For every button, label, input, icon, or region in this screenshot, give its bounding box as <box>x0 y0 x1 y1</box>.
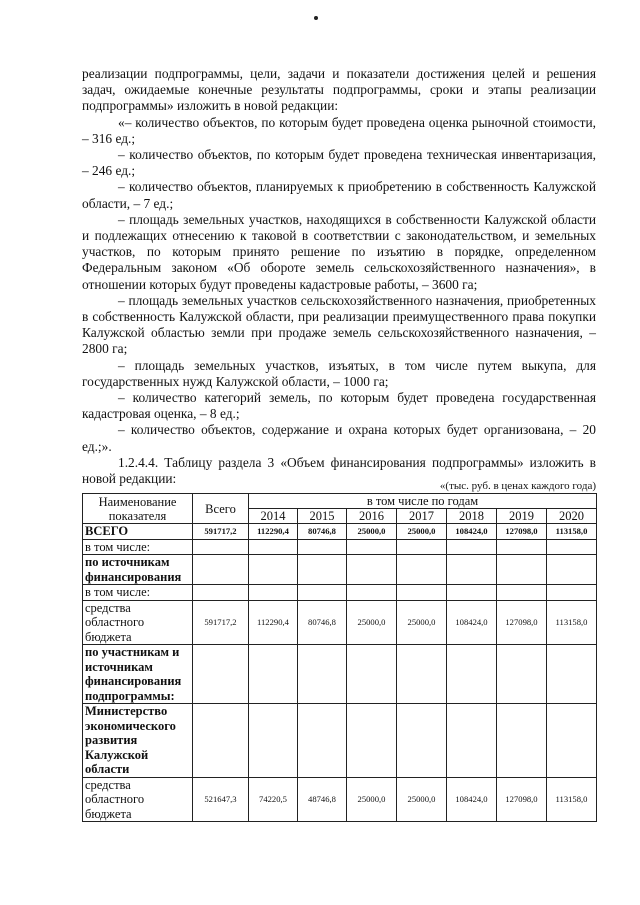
row-value <box>397 555 447 585</box>
row-name: Министерство экономического развития Калужской области <box>83 704 193 778</box>
row-value: 80746,8 <box>298 524 347 540</box>
row-value: 112290,4 <box>249 600 298 645</box>
row-name: средства областного бюджета <box>83 777 193 822</box>
header-total: Всего <box>193 494 249 524</box>
row-value: 112290,4 <box>249 524 298 540</box>
header-year: 2016 <box>347 509 397 524</box>
header-years-group: в том числе по годам <box>249 494 597 509</box>
row-value <box>547 555 597 585</box>
table-row <box>83 777 597 822</box>
header-name: Наименование показателя <box>83 494 193 524</box>
row-total: 521647,3 <box>193 777 249 822</box>
row-value <box>249 555 298 585</box>
paragraph-item: – площадь земельных участков сельскохозяйственного назначения, приобретенных в собственность Калужской области, при реализации преимущественного права покупки Калужской областью земли при продаже земель сельскохозяйственного назначения, – 2800 га; <box>82 292 596 357</box>
row-name: по источникам финансирования <box>83 555 193 585</box>
row-value: 108424,0 <box>447 524 497 540</box>
row-value <box>497 704 547 778</box>
row-value <box>298 645 347 704</box>
page-mark-dot <box>314 16 318 20</box>
row-total <box>193 539 249 555</box>
row-value: 25000,0 <box>397 777 447 822</box>
header-year: 2017 <box>397 509 447 524</box>
row-value <box>347 539 397 555</box>
table-row <box>83 645 597 704</box>
header-year: 2014 <box>249 509 298 524</box>
row-value: 25000,0 <box>347 600 397 645</box>
row-total <box>193 645 249 704</box>
table-row <box>83 555 597 585</box>
table-row <box>83 704 597 778</box>
row-value <box>447 585 497 601</box>
table-row <box>83 600 597 645</box>
paragraph-intro: реализации подпрограммы, цели, задачи и показатели достижения целей и решения задач, ожидаемые конечные результаты подпрограммы, сроки и этапы реализации подпрограммы» изложить в новой редакции: <box>82 66 596 114</box>
row-value: 25000,0 <box>397 600 447 645</box>
row-value <box>447 704 497 778</box>
row-total: 591717,2 <box>193 600 249 645</box>
row-value <box>298 555 347 585</box>
row-value <box>249 645 298 704</box>
paragraph-item: – количество объектов, содержание и охрана которых будет организована, – 20 ед.;». <box>82 422 596 454</box>
table-row-total <box>83 524 597 540</box>
units-note: «(тыс. руб. в ценах каждого года) <box>439 480 596 492</box>
financing-table <box>82 493 597 822</box>
row-value <box>397 704 447 778</box>
row-value <box>497 585 547 601</box>
row-value: 48746,8 <box>298 777 347 822</box>
row-value: 127098,0 <box>497 524 547 540</box>
document-body <box>82 66 596 487</box>
paragraph-item: – площадь земельных участков, изъятых, в том числе путем выкупа, для государственных нужд Калужской области, – 1000 га; <box>82 357 596 389</box>
row-value <box>497 645 547 704</box>
row-value: 108424,0 <box>447 600 497 645</box>
table-row <box>83 585 597 601</box>
row-value: 127098,0 <box>497 600 547 645</box>
row-value: 113158,0 <box>547 600 597 645</box>
row-value <box>249 704 298 778</box>
row-value <box>447 645 497 704</box>
paragraph-item: – количество объектов, по которым будет проведена техническая инвентаризация, – 246 ед.; <box>82 147 596 179</box>
row-value <box>447 539 497 555</box>
row-value <box>547 585 597 601</box>
row-value: 25000,0 <box>347 777 397 822</box>
row-name: по участникам и источникам финансирования подпрограммы: <box>83 645 193 704</box>
row-value <box>347 585 397 601</box>
row-value: 74220,5 <box>249 777 298 822</box>
header-year: 2015 <box>298 509 347 524</box>
row-value <box>547 704 597 778</box>
row-name: в том числе: <box>83 585 193 601</box>
row-value: 25000,0 <box>397 524 447 540</box>
row-total: 591717,2 <box>193 524 249 540</box>
row-value <box>347 704 397 778</box>
row-total <box>193 585 249 601</box>
row-value <box>497 539 547 555</box>
row-total <box>193 704 249 778</box>
paragraph-item: – площадь земельных участков, находящихся в собственности Калужской области и подлежащих отнесению к таковой в соответствии с законодательством, и земельных участков, по которым принято решение по изъятию в порядке, определенном Федеральным законом «Об обороте земель сельскохозяйственного назначения», в отношении которых будут проведены кадастровые работы, – 3600 га; <box>82 211 596 292</box>
row-value: 127098,0 <box>497 777 547 822</box>
row-value <box>397 539 447 555</box>
row-value <box>298 539 347 555</box>
row-value <box>547 539 597 555</box>
header-year: 2019 <box>497 509 547 524</box>
row-value <box>249 539 298 555</box>
row-value <box>447 555 497 585</box>
row-value <box>347 645 397 704</box>
row-value: 113158,0 <box>547 524 597 540</box>
row-value <box>347 555 397 585</box>
row-value <box>298 704 347 778</box>
row-value: 113158,0 <box>547 777 597 822</box>
row-value: 108424,0 <box>447 777 497 822</box>
row-total <box>193 555 249 585</box>
header-year: 2020 <box>547 509 597 524</box>
row-name: в том числе: <box>83 539 193 555</box>
row-value: 25000,0 <box>347 524 397 540</box>
row-value <box>397 645 447 704</box>
row-name: ВСЕГО <box>83 524 193 540</box>
row-value: 80746,8 <box>298 600 347 645</box>
row-name: средства областного бюджета <box>83 600 193 645</box>
row-value <box>298 585 347 601</box>
table-row <box>83 539 597 555</box>
paragraph-item: «– количество объектов, по которым будет проведена оценка рыночной стоимости, – 316 ед.; <box>82 114 596 146</box>
row-value <box>547 645 597 704</box>
row-value <box>249 585 298 601</box>
paragraph-table-intro: 1.2.4.4. Таблицу раздела 3 «Объем финансирования подпрограммы» изложить в новой редакции: <box>82 454 596 487</box>
paragraph-item: – количество объектов, планируемых к приобретению в собственность Калужской области, – 7 ед.; <box>82 179 596 211</box>
row-value <box>397 585 447 601</box>
row-value <box>497 555 547 585</box>
paragraph-item: – количество категорий земель, по которым будет проведена государственная кадастровая оценка, – 8 ед.; <box>82 390 596 422</box>
header-year: 2018 <box>447 509 497 524</box>
